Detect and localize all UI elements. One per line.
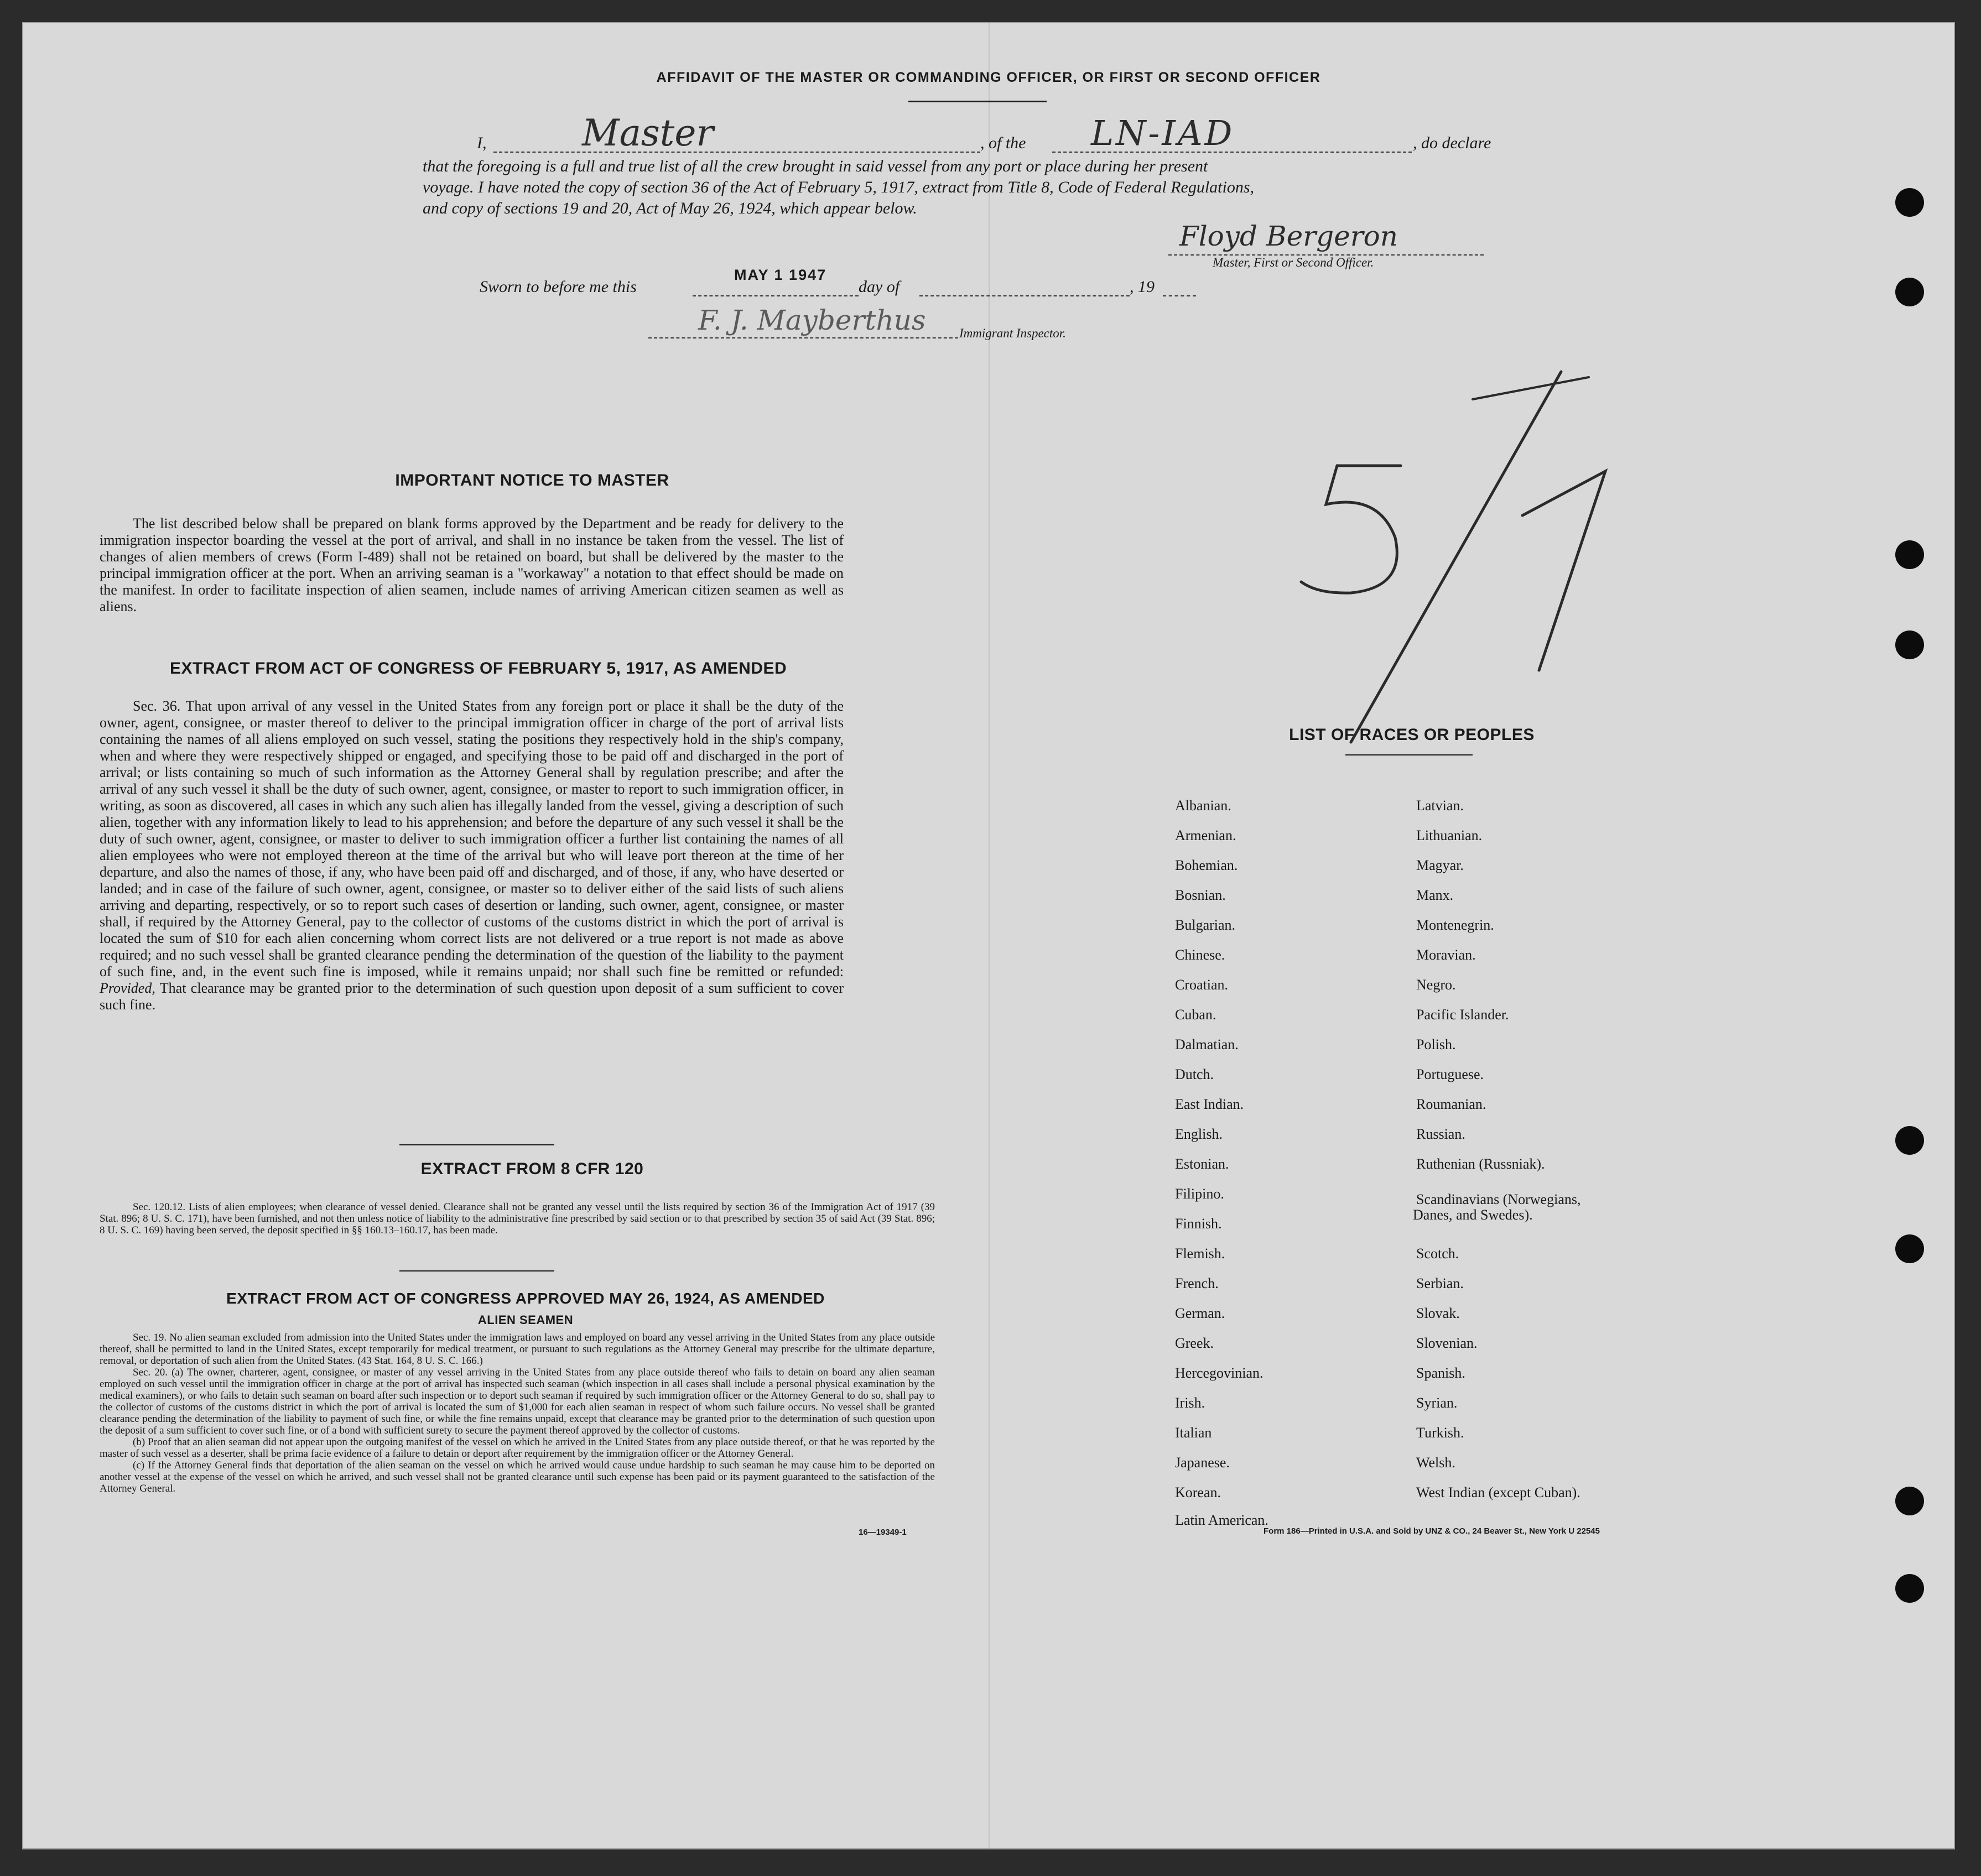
race-item: Danes, and Swedes). xyxy=(1413,1207,1533,1223)
races-title: LIST OF RACES OR PEOPLES xyxy=(1289,726,1535,744)
binder-hole xyxy=(1895,1487,1924,1515)
race-item: Scandinavians (Norwegians, xyxy=(1416,1191,1581,1207)
binder-hole xyxy=(1895,1574,1924,1603)
handwritten-number-mark xyxy=(1213,338,1655,770)
race-item: German. xyxy=(1175,1305,1225,1321)
race-item: Bohemian. xyxy=(1175,857,1238,873)
affidavit-title: AFFIDAVIT OF THE MASTER OR COMMANDING OFFICER, OR FIRST OR SECOND OFFICER xyxy=(656,70,1321,85)
master-caption: Master, First or Second Officer. xyxy=(1213,256,1374,269)
race-item: Montenegrin. xyxy=(1416,917,1494,933)
alien-seamen-subtitle: ALIEN SEAMEN xyxy=(477,1313,574,1327)
race-item: Albanian. xyxy=(1175,798,1231,814)
sworn-label: Sworn to before me this xyxy=(480,278,637,296)
section-20c: (c) If the Attorney General finds that deportation of the alien seaman on the vessel on which he arrived would cause undue hardship to such seaman he may cause him to be deported on another vessel at the expense of the vessel on which he arrived, and such vessel shall not be granted clearance until such expense has been paid or its payment guaranteed to the satisfaction of the Attorney General. xyxy=(100,1460,935,1494)
race-item: Dalmatian. xyxy=(1175,1036,1239,1052)
day-of-label: day of xyxy=(859,278,900,296)
race-item: Ruthenian (Russniak). xyxy=(1416,1156,1545,1172)
race-item: Bulgarian. xyxy=(1175,917,1236,933)
race-item: Filipino. xyxy=(1175,1186,1224,1202)
title-rule xyxy=(908,101,1047,102)
race-item: Irish. xyxy=(1175,1395,1205,1411)
date-stamp: MAY 1 1947 xyxy=(734,267,827,283)
race-item: Japanese. xyxy=(1175,1455,1230,1471)
extract-1924-body xyxy=(100,1332,935,1494)
race-item: English. xyxy=(1175,1126,1223,1142)
race-item: Roumanian. xyxy=(1416,1096,1486,1112)
binder-hole xyxy=(1895,540,1924,569)
race-item: Lithuanian. xyxy=(1416,827,1483,843)
extract-1917-body xyxy=(100,698,844,1013)
race-item: East Indian. xyxy=(1175,1096,1244,1112)
of-the-label: , of the xyxy=(980,134,1026,152)
race-item: Negro. xyxy=(1416,977,1456,993)
provided-word: Provided, xyxy=(100,980,155,996)
race-item: Latin American. xyxy=(1175,1512,1268,1528)
race-item: Pacific Islander. xyxy=(1416,1007,1509,1023)
race-item: Chinese. xyxy=(1175,947,1225,963)
race-item: Cuban. xyxy=(1175,1007,1216,1023)
extract-1924-title: EXTRACT FROM ACT OF CONGRESS APPROVED MAY 26, 1924, AS AMENDED xyxy=(226,1290,825,1307)
document-sheet xyxy=(22,22,1955,1849)
race-item: Slovak. xyxy=(1416,1305,1460,1321)
race-item: Hercegovinian. xyxy=(1175,1365,1264,1381)
fold-line xyxy=(989,23,990,1848)
race-item: Syrian. xyxy=(1416,1395,1458,1411)
race-item: West Indian (except Cuban). xyxy=(1416,1484,1580,1500)
notice-body: The list described below shall be prepared on blank forms approved by the Department and be ready for delivery to the immigration inspector boarding the vessel at the port of arrival, and shall in no instance be taken from the vessel. The list of changes of alien members of crews (Form I-489) shall not be retained on board, but shall be delivered by the master to the principal immigration officer at the port. When an arriving seaman is a "workaway" a notation to that effect should be made on the manifest. In order to facilitate inspection of alien seamen, include names of arriving American citizen seamen as well as aliens. xyxy=(100,515,844,614)
statement-line-1: that the foregoing is a full and true list of all the crew brought in said vessel from any port or place during her present xyxy=(423,157,1208,175)
race-item: Estonian. xyxy=(1175,1156,1229,1172)
race-item: Italian xyxy=(1175,1425,1212,1441)
printer-footer: Form 186—Printed in U.S.A. and Sold by UNZ & CO., 24 Beaver St., New York U 22545 xyxy=(1264,1526,1600,1536)
section-text-end: That clearance may be granted prior to the determination of such question upon deposit of a sum sufficient to cover such fine. xyxy=(100,980,844,1013)
month-line xyxy=(919,295,1130,296)
binder-hole xyxy=(1895,630,1924,659)
race-item: Bosnian. xyxy=(1175,887,1226,903)
race-item: Welsh. xyxy=(1416,1455,1455,1471)
year-line xyxy=(1163,295,1196,296)
race-item: Polish. xyxy=(1416,1036,1456,1052)
statement-line-3: and copy of sections 19 and 20, Act of May 26, 1924, which appear below. xyxy=(423,199,917,217)
inspector-line xyxy=(648,337,958,338)
section-divider xyxy=(399,1270,554,1271)
binder-hole xyxy=(1895,1126,1924,1155)
year-label: , 19 xyxy=(1130,278,1155,296)
section-19: Sec. 19. No alien seaman excluded from admission into the United States under the immigration laws and employed on board any vessel arriving in the United States from any place outside thereof, shall be permitted to land in the United States, except temporarily for medical treatment, or pursuant to such regulations as the Attorney General may prescribe for the ultimate departure, removal, or deportation of such alien from the United States. (43 Stat. 164, 8 U. S. C. 166.) xyxy=(100,1332,935,1367)
binder-hole xyxy=(1895,278,1924,306)
race-item: Finnish. xyxy=(1175,1216,1222,1232)
race-item: Scotch. xyxy=(1416,1246,1459,1262)
master-name-line xyxy=(493,152,980,153)
race-item: Portuguese. xyxy=(1416,1066,1484,1082)
race-item: Croatian. xyxy=(1175,977,1229,993)
binder-hole xyxy=(1895,1234,1924,1263)
race-item: French. xyxy=(1175,1275,1219,1291)
race-item: Magyar. xyxy=(1416,857,1464,873)
race-item: Korean. xyxy=(1175,1484,1221,1500)
race-item: Russian. xyxy=(1416,1126,1465,1142)
race-item: Moravian. xyxy=(1416,947,1476,963)
inspector-caption: Immigrant Inspector. xyxy=(959,326,1066,340)
do-declare-label: , do declare xyxy=(1413,134,1491,152)
race-item: Flemish. xyxy=(1175,1246,1225,1262)
statement-line-2: voyage. I have noted the copy of section 36 of the Act of February 5, 1917, extract from Title 8, Code of Federal Regulations, xyxy=(423,178,1255,196)
extract-cfr-title: EXTRACT FROM 8 CFR 120 xyxy=(420,1160,644,1178)
affidavit-i-label: I, xyxy=(477,134,487,152)
day-line xyxy=(693,295,859,296)
section-label: Sec. 36. xyxy=(133,698,181,714)
race-item: Armenian. xyxy=(1175,827,1236,843)
race-item: Slovenian. xyxy=(1416,1335,1478,1351)
race-item: Latvian. xyxy=(1416,798,1464,814)
vessel-handwritten: LN-IAD xyxy=(1091,113,1235,153)
section-divider xyxy=(399,1144,554,1145)
extract-cfr-body: Sec. 120.12. Lists of alien employees; when clearance of vessel denied. Clearance shall not be granted any vessel until the lists required by section 36 of the Immigration Act of 1917 (39 Stat. 896; 8 U. S. C. 171), have been furnished, and not then unless notice of liability to the administrative fine prescribed by said section or to that prescribed by section 35 of said Act (39 Stat. 896; 8 U. S. C. 169) having been served, the deposit specified in §§ 160.13–160.17, has been made. xyxy=(100,1201,935,1236)
binder-hole xyxy=(1895,188,1924,217)
race-item: Spanish. xyxy=(1416,1365,1465,1381)
section-20b: (b) Proof that an alien seaman did not appear upon the outgoing manifest of the vessel on which he arrived in the United States from any place outside thereof, or that he was reported by the master of such vessel as a deserter, shall be prima facie evidence of a failure to detain or deport after requirement by the immigration officer or the Attorney General. xyxy=(100,1436,935,1460)
section-text: That upon arrival of any vessel in the United States from any foreign port or place it shall be the duty of the owner, agent, consignee, or master thereof to deliver to the principal immigration officer in charge of the port of arrival lists containing the names of all aliens employed on such vessel, stating the positions they respectively hold in the ship's company, when and where they were respectively shipped or engaged, and specifying those to be paid off and discharged in the port of arrival; or lists containing so much of such information as the Attorney General shall by regulation prescribe; and after the arrival of any such vessel it shall be the duty of such owner, agent, consignee, or master to report to such immigration officer, in writing, as soon as discovered, all cases in which any such alien has illegally landed from the vessel, giving a description of such alien, together with any information likely to lead to his apprehension; and before the departure of any such vessel it shall be the duty of such owner, agent, consignee, or master to deliver to such immigration officer a further list containing the names of all alien employees who were not employed thereon at the time of the arrival but who will leave port thereon at the time of her departure, and also the names of those, if any, who have been paid off and discharged, and of those, if any, who have deserted or landed; and in case of the failure of such owner, agent, consignee, or master so to deliver either of the said lists of such aliens arriving and departing, respectively, or so to report such cases of desertion or landing, such owner, agent, consignee, or master shall, if required by the Attorney General, pay to the collector of customs of the customs district in which the port of arrival is located the sum of $10 for each alien concerning whom correct lists are not delivered or a true report is not made as above required; and no such vessel shall be granted clearance pending the determination of the question of the liability to the payment of such fine, and, in the event such fine is imposed, while it remains unpaid; nor shall such fine be remitted or refunded: xyxy=(100,698,844,979)
extract-1917-title: EXTRACT FROM ACT OF CONGRESS OF FEBRUARY 5, 1917, AS AMENDED xyxy=(170,659,787,678)
race-item: Manx. xyxy=(1416,887,1454,903)
form-code: 16—19349-1 xyxy=(859,1528,907,1537)
race-item: Dutch. xyxy=(1175,1066,1214,1082)
section-20a: Sec. 20. (a) The owner, charterer, agent, consignee, or master of any vessel arriving in the United States from any place outside thereof who fails to detain on board any alien seaman employed on such vessel until the immigration officer in charge at the port of arrival has inspected such seaman (which inspection in all cases shall include a personal physical examination by the medical examiners), or who fails to detain such seaman on board after such inspection or to deport such seaman if required by such immigration officer or the Attorney General to do so, shall pay to the collector of customs of the customs district in which the port of arrival is located the sum of $1,000 for each alien seaman in respect of whom such failure occurs. No vessel shall be granted clearance pending the determination of the liability to payment of such fine, or while the fine remains unpaid, except that clearance may be granted prior to the determination of such question upon the deposit of a sum sufficient to cover such fine, or of a bond with sufficient surety to secure the payment thereof approved by the collector of customs. xyxy=(100,1367,935,1436)
race-item: Serbian. xyxy=(1416,1275,1464,1291)
handwritten-number-text xyxy=(1296,576,1297,577)
race-item: Turkish. xyxy=(1416,1425,1464,1441)
races-rule xyxy=(1345,754,1473,755)
master-signature: Floyd Bergeron xyxy=(1179,220,1398,252)
race-item: Greek. xyxy=(1175,1335,1214,1351)
master-handwritten: Master xyxy=(582,112,714,154)
inspector-signature: F. J. Mayberthus xyxy=(698,304,926,336)
notice-title: IMPORTANT NOTICE TO MASTER xyxy=(395,471,669,489)
